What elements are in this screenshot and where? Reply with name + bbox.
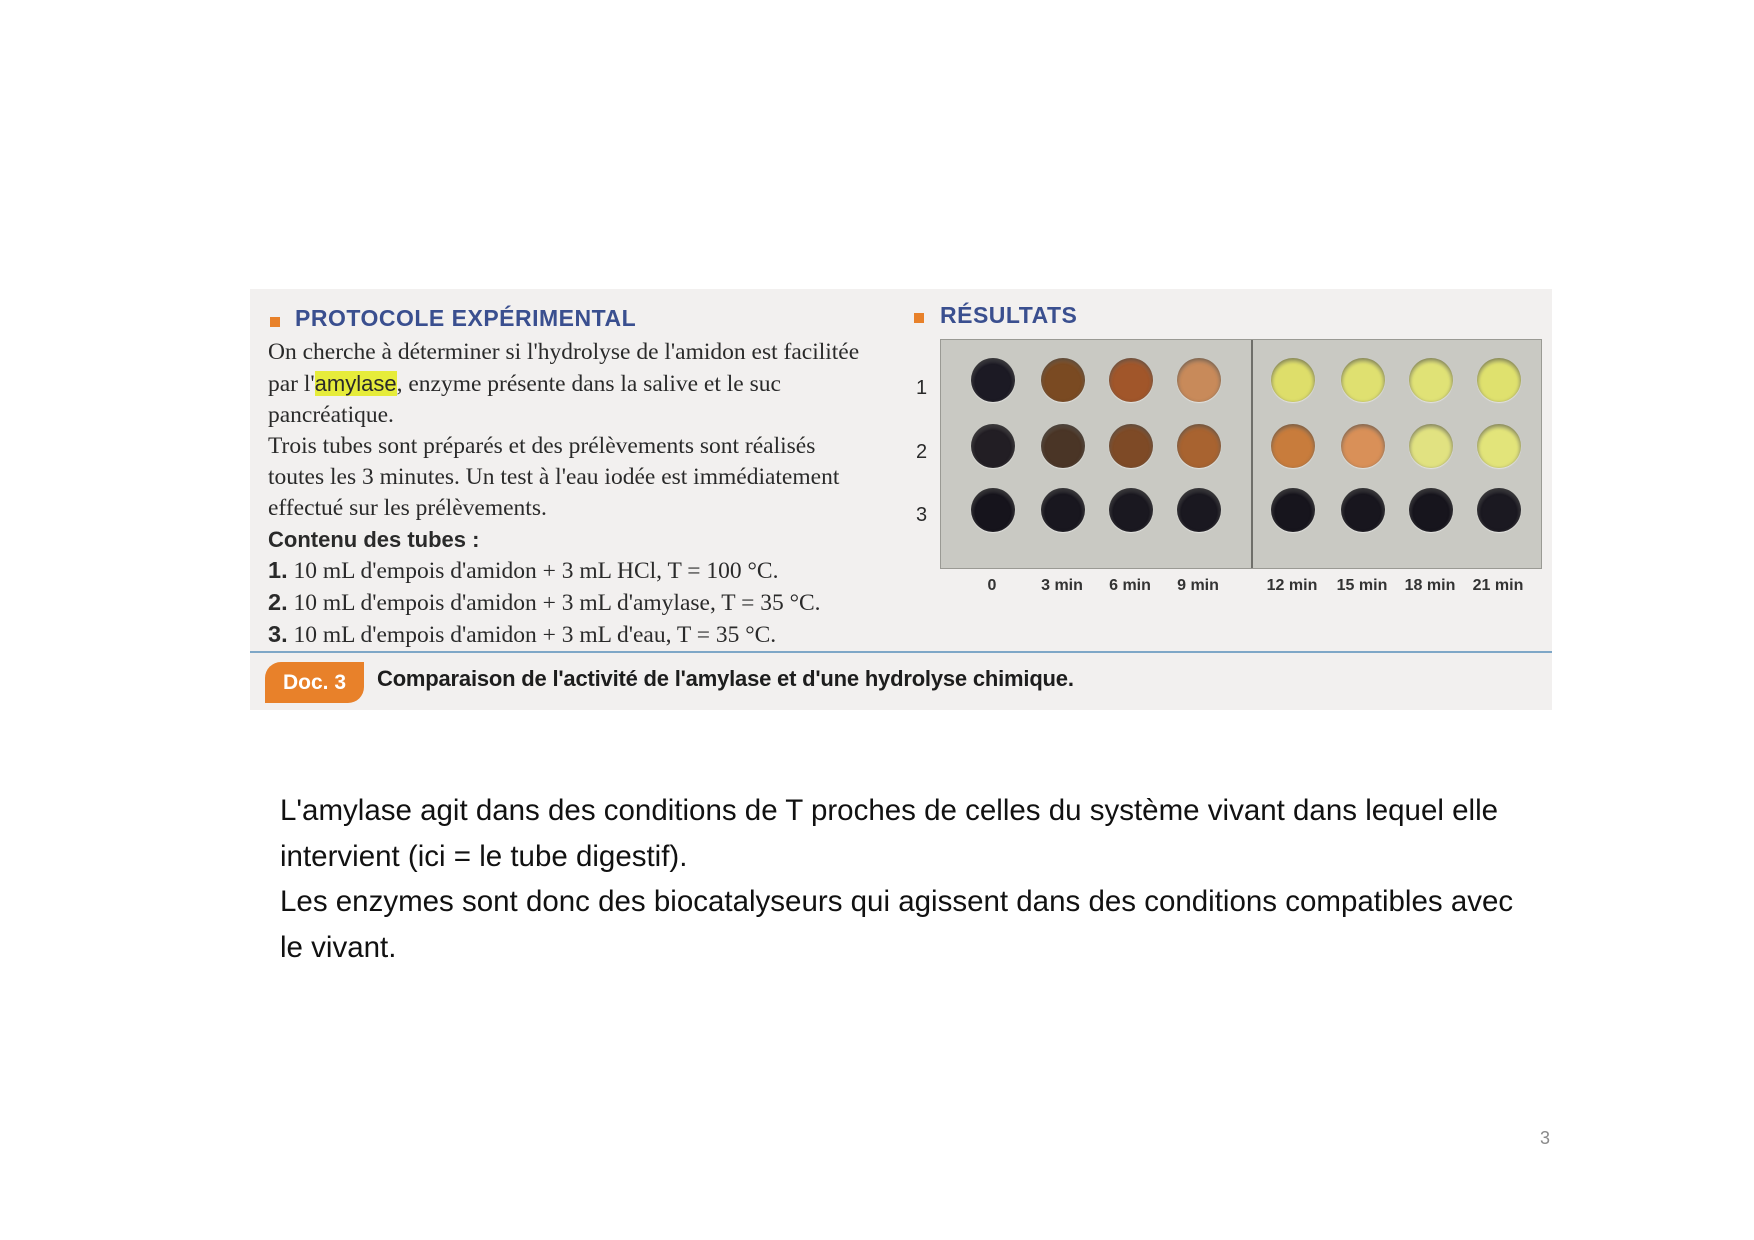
conclusion-paragraph-1: L'amylase agit dans des conditions de T proches de celles du système vivant dans lequel elle intervient (ici = le tube digestif). xyxy=(280,794,1499,873)
well-tube1-t3 xyxy=(1177,358,1221,402)
row-label-1: 1 xyxy=(916,377,928,399)
tube-number: 3. xyxy=(268,621,288,647)
well-tube2-t0 xyxy=(971,424,1015,468)
time-label: 9 min xyxy=(1177,577,1219,594)
well-tube1-t2 xyxy=(1109,358,1153,402)
well-tube3-t5 xyxy=(1341,488,1385,532)
time-label: 3 min xyxy=(1041,577,1083,594)
well-tube1-t4 xyxy=(1271,358,1315,402)
tube-text: 10 mL d'empois d'amidon + 3 mL d'eau, T = 35 °C. xyxy=(293,622,777,648)
well-tube3-t2 xyxy=(1109,488,1153,532)
results-title: RÉSULTATS xyxy=(940,302,1078,328)
protocol-text xyxy=(268,337,868,651)
well-tube3-t0 xyxy=(971,488,1015,532)
tube-line-3 xyxy=(268,619,868,651)
conclusion-paragraph-2: Les enzymes sont donc des biocatalyseurs qui agissent dans des conditions compatibles avec le vivant. xyxy=(280,885,1514,964)
tube-text: 10 mL d'empois d'amidon + 3 mL HCl, T = 100 °C. xyxy=(293,558,779,584)
well-tube3-t3 xyxy=(1177,488,1221,532)
doc-caption: Comparaison de l'activité de l'amylase et d'une hydrolyse chimique. xyxy=(377,666,1074,691)
well-tube3-t4 xyxy=(1271,488,1315,532)
tube-line-1 xyxy=(268,555,868,587)
textbook-scan xyxy=(250,289,1552,710)
protocol-intro xyxy=(268,337,868,431)
plate-divider xyxy=(1251,340,1253,568)
well-tube3-t6 xyxy=(1409,488,1453,532)
protocol-bullet-icon xyxy=(270,317,280,327)
time-label: 12 min xyxy=(1266,577,1318,594)
well-tube2-t3 xyxy=(1177,424,1221,468)
results-bullet-icon xyxy=(914,313,924,323)
conclusion-text xyxy=(280,788,1540,970)
well-tube3-t7 xyxy=(1477,488,1521,532)
intro-text-end: , enzyme présente dans la salive et le suc pancréatique. xyxy=(268,371,781,428)
tube-number: 2. xyxy=(268,589,288,615)
tube-contents-title: Contenu des tubes : xyxy=(268,527,480,552)
amylase-highlight: amylase xyxy=(314,371,397,396)
page-number: 3 xyxy=(1539,1128,1550,1148)
well-tube1-t0 xyxy=(971,358,1015,402)
protocol-paragraph: Trois tubes sont préparés et des prélèvements sont réalisés toutes les 3 minutes. Un test à l'eau iodée est immédiatement effectué sur les prélèvements. xyxy=(268,433,840,521)
row-label-3: 3 xyxy=(916,504,928,526)
tube-number: 1. xyxy=(268,557,288,583)
well-tube1-t1 xyxy=(1041,358,1085,402)
well-tube2-t1 xyxy=(1041,424,1085,468)
tube-line-2 xyxy=(268,587,868,619)
spot-plate-photo xyxy=(940,339,1542,569)
time-label: 6 min xyxy=(1109,577,1151,594)
protocol-title: PROTOCOLE EXPÉRIMENTAL xyxy=(295,305,637,331)
well-tube2-t6 xyxy=(1409,424,1453,468)
well-tube1-t6 xyxy=(1409,358,1453,402)
time-label: 18 min xyxy=(1404,577,1456,594)
separator-line xyxy=(250,651,1552,653)
well-tube2-t4 xyxy=(1271,424,1315,468)
tube-text: 10 mL d'empois d'amidon + 3 mL d'amylase, T = 35 °C. xyxy=(293,590,821,616)
well-tube3-t1 xyxy=(1041,488,1085,532)
time-label: 21 min xyxy=(1472,577,1524,594)
well-tube1-t5 xyxy=(1341,358,1385,402)
well-tube2-t2 xyxy=(1109,424,1153,468)
time-label: 0 xyxy=(987,577,997,594)
well-tube1-t7 xyxy=(1477,358,1521,402)
time-label: 15 min xyxy=(1336,577,1388,594)
well-tube2-t5 xyxy=(1341,424,1385,468)
intro-text: On cherche à déterminer si l'hydrolyse de l'amidon est facilitée par l' xyxy=(268,339,860,397)
well-tube2-t7 xyxy=(1477,424,1521,468)
row-label-2: 2 xyxy=(916,441,928,463)
doc-badge: Doc. 3 xyxy=(265,662,364,703)
